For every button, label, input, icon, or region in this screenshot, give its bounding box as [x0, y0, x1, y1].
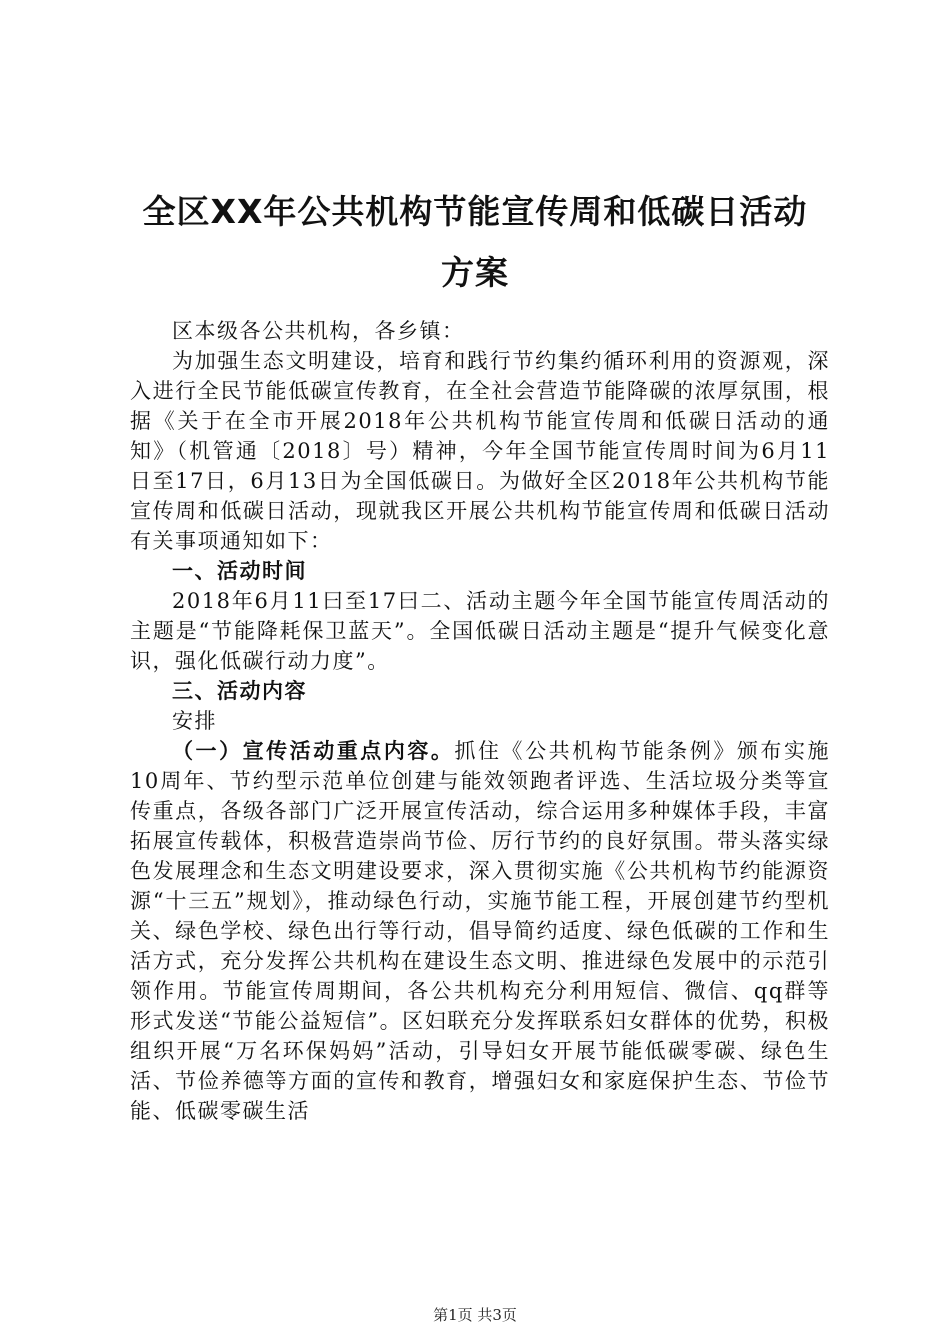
section1-heading: 一、活动时间 — [172, 559, 307, 583]
section3-heading: 三、活动内容 — [172, 679, 307, 703]
intro-paragraph: 为加强生态文明建设，培育和践行节约集约循环利用的资源观，深入进行全民节能低碳宣传教育，在全社会营造节能降碳的浓厚氛围，根据《关于在全市开展2018年公共机构节能宣传周和低碳日活动的通知》（机管通〔2018〕号）精神，今年全国节能宣传周时间为6月11日至17日，6月13日为全国低碳日。为做好全区2018年公共机构节能宣传周和低碳日活动，现就我区开展公共机构节能宣传周和低碳日活动有关事项通知如下： — [130, 349, 830, 553]
document-title-line1: 全区XX年公共机构节能宣传周和低碳日活动 — [142, 192, 808, 231]
section1-paragraph: 2018年6月11曰至17曰二、活动主题今年全国节能宣传周活动的主题是“节能降耗保卫蓝天”。全国低碳日活动主题是“提升气候变化意识，强化低碳行动力度”。 — [130, 589, 830, 673]
item1-paragraph — [130, 736, 830, 1126]
item1-label: （一）宣传活动重点内容。 — [172, 739, 455, 763]
section3-subheading: 安排 — [172, 709, 217, 733]
item1-body: 抓住《公共机构节能条例》颁布实施10周年、节约型示范单位创建与能效领跑者评选、生活垃圾分类等宣传重点，各级各部门广泛开展宣传活动，综合运用多种媒体手段，丰富拓展宣传载体，积极营造崇尚节俭、厉行节约的良好氛围。带头落实绿色发展理念和生态文明建设要求，深入贯彻实施《公共机构节约能源资源“十三五”规划》，推动绿色行动，实施节能工程，开展创建节约型机关、绿色学校、绿色出行等行动，倡导简约适度、绿色低碳的工作和生活方式，充分发挥公共机构在建设生态文明、推进绿色发展中的示范引领作用。节能宣传周期间，各公共机构充分利用短信、微信、qq群等形式发送“节能公益短信”。区妇联充分发挥联系妇女群体的优势，积极组织开展“万名环保妈妈”活动，引导妇女开展节能低碳零碳、绿色生活、节俭养德等方面的宣传和教育，增强妇女和家庭保护生态、节俭节能、低碳零碳生活 — [130, 739, 831, 1123]
salutation: 区本级各公共机构，各乡镇： — [172, 319, 465, 343]
document-title-line2: 方案 — [441, 253, 509, 292]
document-body — [130, 316, 830, 1126]
page-number-footer: 第1页 共3页 — [433, 1306, 517, 1324]
